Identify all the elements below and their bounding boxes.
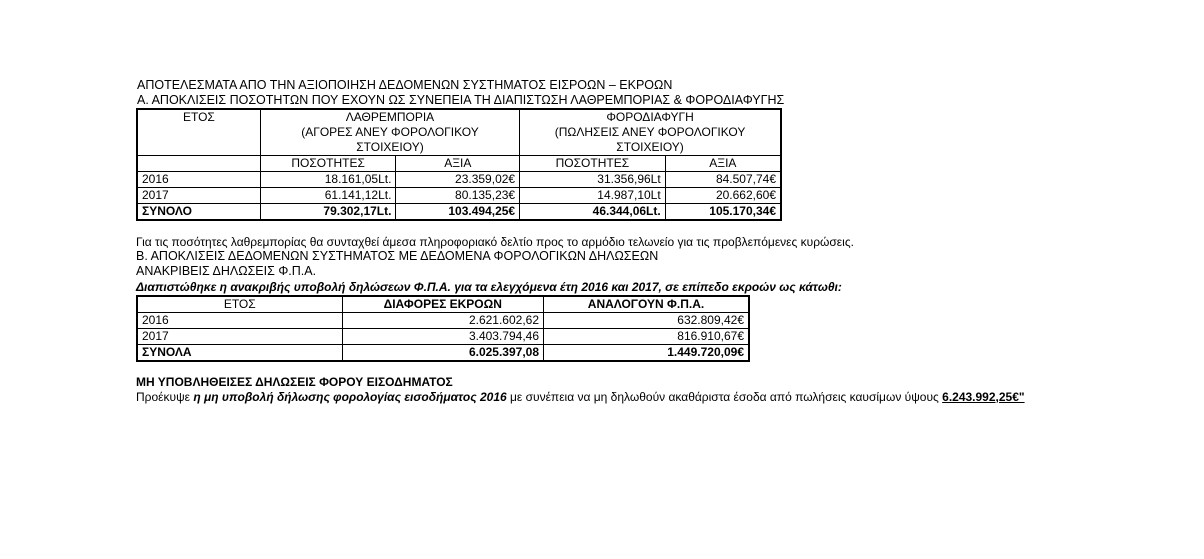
table1-smuggling-header: ΛΑΘΡΕΜΠΟΡΙΑ (ΑΓΟΡΕΣ ΑΝΕΥ ΦΟΡΟΛΟΓΙΚΟΥ ΣΤΟΙΧΕΙΟΥ) — [260, 109, 519, 156]
table-row — [137, 172, 781, 188]
table-cell: 2.621.602,62 — [342, 313, 544, 329]
table-total-row — [137, 204, 781, 221]
vat-differences-table — [136, 295, 750, 362]
table-cell: 61.141,12Lt. — [260, 188, 396, 204]
table-row — [137, 313, 749, 329]
smuggling-evasion-table — [136, 108, 782, 221]
table2-vat-header: ΑΝΑΛΟΓΟΥΝ Φ.Π.Α. — [544, 296, 749, 313]
section-a-title: Α. ΑΠΟΚΛΙΣΕΙΣ ΠΟΣΟΤΗΤΩΝ ΠΟΥ ΕΧΟΥΝ ΩΣ ΣΥΝΕΠΕΙΑ ΤΗ ΔΙΑΠΙΣΤΩΣΗ ΛΑΘΡΕΜΠΟΡΙΑΣ & ΦΟΡΟΔΙΑΦΥΓΗΣ — [137, 93, 785, 107]
table1-year-header: ΕΤΟΣ — [137, 109, 260, 156]
table1-evasion-header: ΦΟΡΟΔΙΑΦΥΓΗ (ΠΩΛΗΣΕΙΣ ΑΝΕΥ ΦΟΡΟΛΟΓΙΚΟΥ ΣΤΟΙΧΕΙΟΥ) — [520, 109, 781, 156]
table-cell: ΣΥΝΟΛΑ — [137, 345, 342, 362]
table-cell: 80.135,23€ — [396, 188, 520, 204]
table-cell: 103.494,25€ — [396, 204, 520, 221]
table-cell: 816.910,67€ — [544, 329, 749, 345]
table-row — [137, 329, 749, 345]
note-text: Για τις ποσότητες λαθρεμπορίας θα συνταχθεί άμεσα πληροφοριακό δελτίο προς το αρμόδιο τελωνείο για τις προβλεπόμενες κυρώσεις. — [136, 235, 854, 249]
table-total-row — [137, 345, 749, 362]
section-b-statement: Διαπιστώθηκε η ανακριβής υποβολή δηλώσεων Φ.Π.Α. για τα ελεγχόμενα έτη 2016 και 2017, σε επίπεδο εκροών ως κάτωθι: — [136, 280, 842, 294]
table-row — [137, 188, 781, 204]
table-cell: 1.449.720,09€ — [544, 345, 749, 362]
table1-value-header: ΑΞΙΑ — [396, 156, 520, 172]
table-cell: 23.359,02€ — [396, 172, 520, 188]
table-cell: 2016 — [137, 313, 342, 329]
section-b-subtitle: ΑΝΑΚΡΙΒΕΙΣ ΔΗΛΩΣΕΙΣ Φ.Π.Α. — [136, 264, 317, 278]
table-cell: 79.302,17Lt. — [260, 204, 396, 221]
section-c-text-part: Προέκυψε — [136, 390, 194, 404]
table-cell: 31.356,96Lt — [520, 172, 666, 188]
table1-value-header: ΑΞΙΑ — [665, 156, 781, 172]
table-cell: 3.403.794,46 — [342, 329, 544, 345]
table-cell: 20.662,60€ — [665, 188, 781, 204]
table1-qty-header: ΠΟΣΟΤΗΤΕΣ — [260, 156, 396, 172]
section-c-amount: 6.243.992,25€" — [942, 390, 1025, 404]
table-cell: 2017 — [137, 188, 260, 204]
table2-diff-header: ΔΙΑΦΟΡΕΣ ΕΚΡΟΩΝ — [342, 296, 544, 313]
section-b-title: Β. ΑΠΟΚΛΙΣΕΙΣ ΔΕΔΟΜΕΝΩΝ ΣΥΣΤΗΜΑΤΟΣ ΜΕ ΔΕΔΟΜΕΝΑ ΦΟΡΟΛΟΓΙΚΩΝ ΔΗΛΩΣΕΩΝ — [136, 249, 659, 263]
section-c-text — [136, 390, 1025, 404]
section-c-text-emphasis: η μη υποβολή δήλωσης φορολογίας εισοδήματος 2016 — [193, 390, 507, 404]
table-cell: 6.025.397,08 — [342, 345, 544, 362]
document-heading: ΑΠΟΤΕΛΕΣΜΑΤΑ ΑΠΟ ΤΗΝ ΑΞΙΟΠΟΙΗΣΗ ΔΕΔΟΜΕΝΩΝ ΣΥΣΤΗΜΑΤΟΣ ΕΙΣΡΟΩΝ – ΕΚΡΟΩΝ — [137, 78, 673, 92]
table-cell: 46.344,06Lt. — [520, 204, 666, 221]
table-cell: 2017 — [137, 329, 342, 345]
table-cell: 105.170,34€ — [665, 204, 781, 221]
table-cell: 632.809,42€ — [544, 313, 749, 329]
section-c-text-part: με συνέπεια να μη δηλωθούν ακαθάριστα έσοδα από πωλήσεις καυσίμων ύψους — [506, 390, 943, 404]
table-cell: 84.507,74€ — [665, 172, 781, 188]
table-cell: 2016 — [137, 172, 260, 188]
table1-qty-header: ΠΟΣΟΤΗΤΕΣ — [520, 156, 666, 172]
table2-year-header: ΕΤΟΣ — [137, 296, 342, 313]
table-cell: 18.161,05Lt. — [260, 172, 396, 188]
table1-empty-cell — [137, 156, 260, 172]
section-c-title: ΜΗ ΥΠΟΒΛΗΘΕΙΣΕΣ ΔΗΛΩΣΕΙΣ ΦΟΡΟΥ ΕΙΣΟΔΗΜΑΤΟΣ — [136, 375, 453, 389]
table-cell: ΣΥΝΟΛΟ — [137, 204, 260, 221]
table-cell: 14.987,10Lt — [520, 188, 666, 204]
